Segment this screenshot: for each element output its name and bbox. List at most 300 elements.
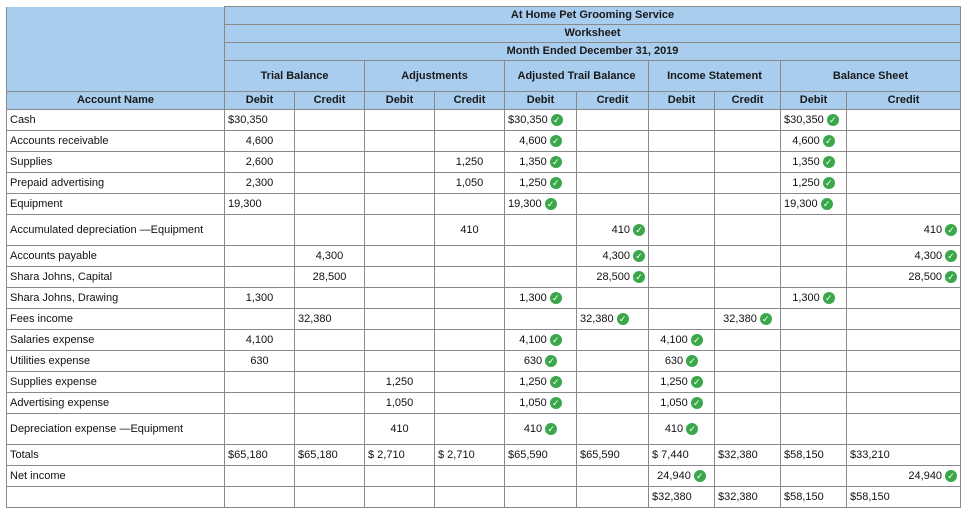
amount-value: $ 2,710: [438, 448, 475, 461]
amount-cell: [435, 131, 505, 152]
amount-cell: [225, 445, 295, 466]
credit-header: Credit: [577, 92, 649, 110]
amount-value: $58,150: [784, 448, 824, 461]
amount-value: 4,100: [519, 333, 547, 346]
check-icon: ✓: [945, 470, 957, 482]
debit-header: Debit: [649, 92, 715, 110]
amount-cell: [649, 466, 715, 487]
amount-cell: [435, 466, 505, 487]
check-icon: ✓: [550, 292, 562, 304]
amount-cell: [225, 372, 295, 393]
amount-cell: [847, 330, 961, 351]
amount-wrap: [519, 292, 562, 304]
table-row: [7, 466, 961, 487]
amount-cell: [649, 414, 715, 445]
amount-cell: [577, 309, 649, 330]
amount-cell: [715, 152, 781, 173]
amount-value: $58,150: [784, 490, 824, 503]
table-row: [7, 445, 961, 466]
table-row: [7, 414, 961, 445]
amount-value: $32,380: [718, 490, 758, 503]
amount-cell: [365, 194, 435, 215]
amount-cell: [225, 110, 295, 131]
amount-cell: [225, 414, 295, 445]
amount-wrap: [792, 177, 835, 189]
amount-value: 410: [664, 422, 684, 435]
amount-cell: [715, 351, 781, 372]
amount-wrap: [460, 225, 478, 236]
account-name-cell: Depreciation expense —Equipment: [7, 414, 225, 445]
amount-cell: [505, 414, 577, 445]
amount-cell: [225, 309, 295, 330]
amount-cell: [715, 194, 781, 215]
check-icon: ✓: [545, 198, 557, 210]
amount-value: 1,350: [792, 155, 820, 168]
amount-cell: [295, 445, 365, 466]
amount-cell: [847, 173, 961, 194]
account-name-cell: Salaries expense: [7, 330, 225, 351]
account-name-cell: Fees income: [7, 309, 225, 330]
amount-cell: [715, 414, 781, 445]
amount-wrap: [580, 450, 620, 461]
amount-cell: [847, 372, 961, 393]
amount-cell: [435, 414, 505, 445]
check-icon: ✓: [686, 355, 698, 367]
document-title: Worksheet: [225, 25, 961, 43]
amount-cell: [847, 445, 961, 466]
amount-value: 1,050: [519, 396, 547, 409]
company-row: [7, 7, 961, 25]
amount-cell: [295, 393, 365, 414]
amount-cell: [225, 131, 295, 152]
amount-cell: [649, 351, 715, 372]
amount-wrap: [228, 115, 268, 126]
account-name-cell: Net income: [7, 466, 225, 487]
amount-wrap: [784, 114, 839, 126]
section-balance-sheet: Balance Sheet: [781, 61, 961, 92]
amount-wrap: [524, 423, 557, 435]
amount-wrap: [792, 156, 835, 168]
amount-cell: [577, 267, 649, 288]
amount-value: 28,500: [908, 270, 943, 283]
amount-cell: [225, 466, 295, 487]
amount-cell: [715, 330, 781, 351]
check-icon: ✓: [550, 376, 562, 388]
check-icon: ✓: [945, 224, 957, 236]
amount-wrap: [660, 397, 703, 409]
amount-cell: [505, 445, 577, 466]
amount-cell: [781, 110, 847, 131]
amount-value: 630: [250, 354, 269, 367]
amount-cell: [715, 393, 781, 414]
amount-wrap: [368, 450, 405, 461]
credit-header: Credit: [295, 92, 365, 110]
amount-cell: [649, 267, 715, 288]
amount-value: 1,050: [385, 396, 414, 409]
amount-cell: [577, 173, 649, 194]
amount-cell: [649, 173, 715, 194]
account-name-cell: Accounts receivable: [7, 131, 225, 152]
amount-value: 4,600: [792, 134, 820, 147]
amount-cell: [365, 330, 435, 351]
account-name-cell: Advertising expense: [7, 393, 225, 414]
header-blank: [7, 7, 225, 25]
amount-value: 4,300: [315, 249, 344, 262]
amount-cell: [847, 414, 961, 445]
amount-cell: [781, 246, 847, 267]
amount-value: 630: [523, 354, 543, 367]
amount-cell: [225, 173, 295, 194]
amount-cell: [715, 309, 781, 330]
amount-cell: [847, 152, 961, 173]
check-icon: ✓: [633, 224, 645, 236]
amount-wrap: [580, 313, 629, 325]
amount-wrap: [228, 199, 262, 210]
account-name-cell: Accounts payable: [7, 246, 225, 267]
amount-cell: [577, 487, 649, 508]
amount-cell: [295, 466, 365, 487]
amount-wrap: [519, 397, 562, 409]
amount-cell: [295, 246, 365, 267]
amount-cell: [365, 288, 435, 309]
amount-value: 410: [460, 223, 479, 236]
amount-cell: [365, 445, 435, 466]
period-row: [7, 43, 961, 61]
table-row: [7, 393, 961, 414]
amount-cell: [435, 246, 505, 267]
amount-cell: [781, 309, 847, 330]
header-blank: [7, 25, 225, 43]
amount-wrap: [298, 314, 332, 325]
company-name: At Home Pet Grooming Service: [225, 7, 961, 25]
table-row: [7, 110, 961, 131]
amount-wrap: [660, 376, 703, 388]
check-icon: ✓: [945, 271, 957, 283]
amount-value: 630: [664, 354, 684, 367]
amount-cell: [295, 194, 365, 215]
amount-cell: [715, 131, 781, 152]
amount-cell: [649, 152, 715, 173]
amount-cell: [715, 173, 781, 194]
amount-cell: [505, 372, 577, 393]
credit-header: Credit: [715, 92, 781, 110]
amount-value: 28,500: [312, 270, 347, 283]
amount-cell: [435, 215, 505, 246]
amount-value: 1,250: [792, 176, 820, 189]
section-trial-balance: Trial Balance: [225, 61, 365, 92]
amount-value: 19,300: [228, 197, 262, 210]
account-name-cell: Utilities expense: [7, 351, 225, 372]
amount-wrap: [246, 157, 274, 168]
amount-value: 1,300: [792, 291, 820, 304]
check-icon: ✓: [823, 135, 835, 147]
amount-cell: [225, 288, 295, 309]
check-icon: ✓: [633, 250, 645, 262]
check-icon: ✓: [550, 397, 562, 409]
amount-cell: [577, 152, 649, 173]
amount-cell: [847, 194, 961, 215]
check-icon: ✓: [550, 156, 562, 168]
document-row: [7, 25, 961, 43]
amount-cell: [365, 351, 435, 372]
amount-cell: [365, 131, 435, 152]
amount-cell: [715, 267, 781, 288]
amount-cell: [649, 246, 715, 267]
credit-header: Credit: [847, 92, 961, 110]
amount-wrap: [652, 450, 689, 461]
amount-cell: [847, 351, 961, 372]
amount-value: $30,350: [508, 113, 548, 126]
account-name-cell: Accumulated depreciation —Equipment: [7, 215, 225, 246]
amount-cell: [781, 414, 847, 445]
amount-cell: [365, 414, 435, 445]
amount-value: $65,180: [228, 448, 268, 461]
account-name-cell: [7, 487, 225, 508]
amount-cell: [715, 288, 781, 309]
check-icon: ✓: [823, 177, 835, 189]
amount-wrap: [612, 224, 645, 236]
amount-wrap: [438, 450, 475, 461]
credit-header: Credit: [435, 92, 505, 110]
amount-value: 1,050: [660, 396, 688, 409]
amount-cell: [577, 110, 649, 131]
amount-wrap: [386, 377, 414, 388]
amount-cell: [847, 288, 961, 309]
amount-wrap: [519, 177, 562, 189]
amount-cell: [435, 152, 505, 173]
check-icon: ✓: [545, 423, 557, 435]
check-icon: ✓: [760, 313, 772, 325]
amount-wrap: [660, 334, 703, 346]
account-name-cell: Shara Johns, Capital: [7, 267, 225, 288]
amount-cell: [715, 215, 781, 246]
amount-cell: [505, 110, 577, 131]
amount-cell: [505, 288, 577, 309]
amount-value: 4,100: [245, 333, 274, 346]
amount-value: $ 2,710: [368, 448, 405, 461]
section-income-statement: Income Statement: [649, 61, 781, 92]
amount-value: 410: [523, 422, 543, 435]
check-icon: ✓: [823, 156, 835, 168]
amount-cell: [435, 487, 505, 508]
amount-wrap: [784, 450, 824, 461]
amount-wrap: [718, 450, 758, 461]
amount-cell: [295, 309, 365, 330]
amount-cell: [649, 393, 715, 414]
amount-cell: [577, 466, 649, 487]
amount-cell: [781, 152, 847, 173]
account-name-cell: Equipment: [7, 194, 225, 215]
amount-cell: [781, 267, 847, 288]
amount-cell: [365, 267, 435, 288]
worksheet-body: [7, 110, 961, 508]
amount-value: 1,300: [519, 291, 547, 304]
amount-cell: [225, 152, 295, 173]
amount-cell: [435, 288, 505, 309]
amount-wrap: [316, 251, 344, 262]
amount-cell: [577, 215, 649, 246]
amount-value: $65,590: [580, 448, 620, 461]
amount-cell: [365, 466, 435, 487]
amount-value: 4,600: [245, 134, 274, 147]
amount-cell: [505, 131, 577, 152]
amount-cell: [225, 351, 295, 372]
amount-value: 19,300: [784, 197, 818, 210]
amount-cell: [715, 110, 781, 131]
amount-cell: [365, 246, 435, 267]
amount-wrap: [228, 450, 268, 461]
amount-wrap: [508, 114, 563, 126]
amount-wrap: [850, 492, 890, 503]
amount-cell: [435, 393, 505, 414]
amount-cell: [715, 487, 781, 508]
table-row: [7, 330, 961, 351]
amount-cell: [295, 173, 365, 194]
amount-cell: [365, 173, 435, 194]
amount-cell: [295, 215, 365, 246]
amount-cell: [295, 110, 365, 131]
amount-cell: [847, 267, 961, 288]
amount-cell: [295, 152, 365, 173]
account-name-cell: Supplies expense: [7, 372, 225, 393]
amount-value: $32,380: [718, 448, 758, 461]
amount-cell: [577, 246, 649, 267]
amount-cell: [295, 487, 365, 508]
amount-cell: [435, 351, 505, 372]
amount-wrap: [652, 492, 692, 503]
table-row: [7, 131, 961, 152]
amount-value: $30,350: [228, 113, 268, 126]
check-icon: ✓: [686, 423, 698, 435]
amount-cell: [649, 110, 715, 131]
amount-wrap: [850, 450, 890, 461]
amount-value: 1,250: [455, 155, 484, 168]
amount-value: 24,940: [908, 469, 943, 482]
amount-cell: [847, 215, 961, 246]
amount-cell: [225, 267, 295, 288]
amount-wrap: [313, 272, 347, 283]
amount-cell: [847, 393, 961, 414]
amount-value: 410: [923, 223, 943, 236]
amount-cell: [225, 393, 295, 414]
amount-wrap: [792, 292, 835, 304]
amount-value: $30,350: [784, 113, 824, 126]
check-icon: ✓: [550, 135, 562, 147]
amount-cell: [577, 194, 649, 215]
header-blank: [7, 61, 225, 92]
amount-cell: [577, 372, 649, 393]
amount-value: $ 7,440: [652, 448, 689, 461]
amount-cell: [225, 330, 295, 351]
amount-cell: [649, 288, 715, 309]
amount-cell: [435, 309, 505, 330]
amount-cell: [505, 330, 577, 351]
amount-cell: [435, 194, 505, 215]
amount-cell: [225, 215, 295, 246]
amount-value: 410: [611, 223, 630, 236]
amount-cell: [781, 194, 847, 215]
amount-value: $32,380: [652, 490, 692, 503]
amount-wrap: [246, 335, 274, 346]
amount-cell: [781, 487, 847, 508]
amount-wrap: [508, 450, 548, 461]
amount-wrap: [665, 355, 698, 367]
amount-cell: [505, 487, 577, 508]
table-row: [7, 152, 961, 173]
amount-cell: [649, 330, 715, 351]
check-icon: ✓: [633, 271, 645, 283]
amount-value: 32,380: [723, 312, 757, 325]
account-name-cell: Supplies: [7, 152, 225, 173]
amount-wrap: [657, 470, 706, 482]
amount-value: 1,250: [519, 176, 547, 189]
amount-cell: [365, 309, 435, 330]
column-header-row: [7, 92, 961, 110]
check-icon: ✓: [691, 397, 703, 409]
amount-value: 1,050: [455, 176, 484, 189]
amount-value: 28,500: [596, 270, 630, 283]
check-icon: ✓: [691, 376, 703, 388]
account-name-cell: Prepaid advertising: [7, 173, 225, 194]
account-name-cell: Totals: [7, 445, 225, 466]
amount-cell: [847, 487, 961, 508]
amount-wrap: [924, 224, 957, 236]
amount-wrap: [508, 198, 557, 210]
amount-wrap: [519, 156, 562, 168]
amount-value: $65,590: [508, 448, 548, 461]
debit-header: Debit: [225, 92, 295, 110]
amount-cell: [365, 110, 435, 131]
amount-wrap: [246, 178, 274, 189]
amount-cell: [847, 110, 961, 131]
table-row: [7, 487, 961, 508]
amount-cell: [505, 194, 577, 215]
amount-cell: [505, 351, 577, 372]
amount-cell: [505, 246, 577, 267]
check-icon: ✓: [617, 313, 629, 325]
amount-cell: [365, 152, 435, 173]
table-row: [7, 372, 961, 393]
amount-wrap: [784, 492, 824, 503]
amount-wrap: [519, 135, 562, 147]
header-blank: [7, 43, 225, 61]
amount-wrap: [602, 250, 645, 262]
amount-cell: [435, 372, 505, 393]
debit-header: Debit: [505, 92, 577, 110]
amount-wrap: [456, 178, 484, 189]
amount-wrap: [246, 293, 274, 304]
amount-wrap: [915, 250, 958, 262]
debit-header: Debit: [365, 92, 435, 110]
amount-value: 410: [390, 422, 409, 435]
amount-cell: [295, 414, 365, 445]
amount-wrap: [908, 271, 957, 283]
check-icon: ✓: [545, 355, 557, 367]
table-row: [7, 267, 961, 288]
amount-cell: [649, 215, 715, 246]
amount-cell: [435, 445, 505, 466]
check-icon: ✓: [827, 114, 839, 126]
amount-cell: [505, 173, 577, 194]
amount-cell: [435, 267, 505, 288]
amount-wrap: [908, 470, 957, 482]
amount-cell: [295, 372, 365, 393]
check-icon: ✓: [821, 198, 833, 210]
amount-value: 1,250: [385, 375, 414, 388]
amount-value: 1,350: [519, 155, 547, 168]
amount-cell: [365, 215, 435, 246]
table-row: [7, 288, 961, 309]
